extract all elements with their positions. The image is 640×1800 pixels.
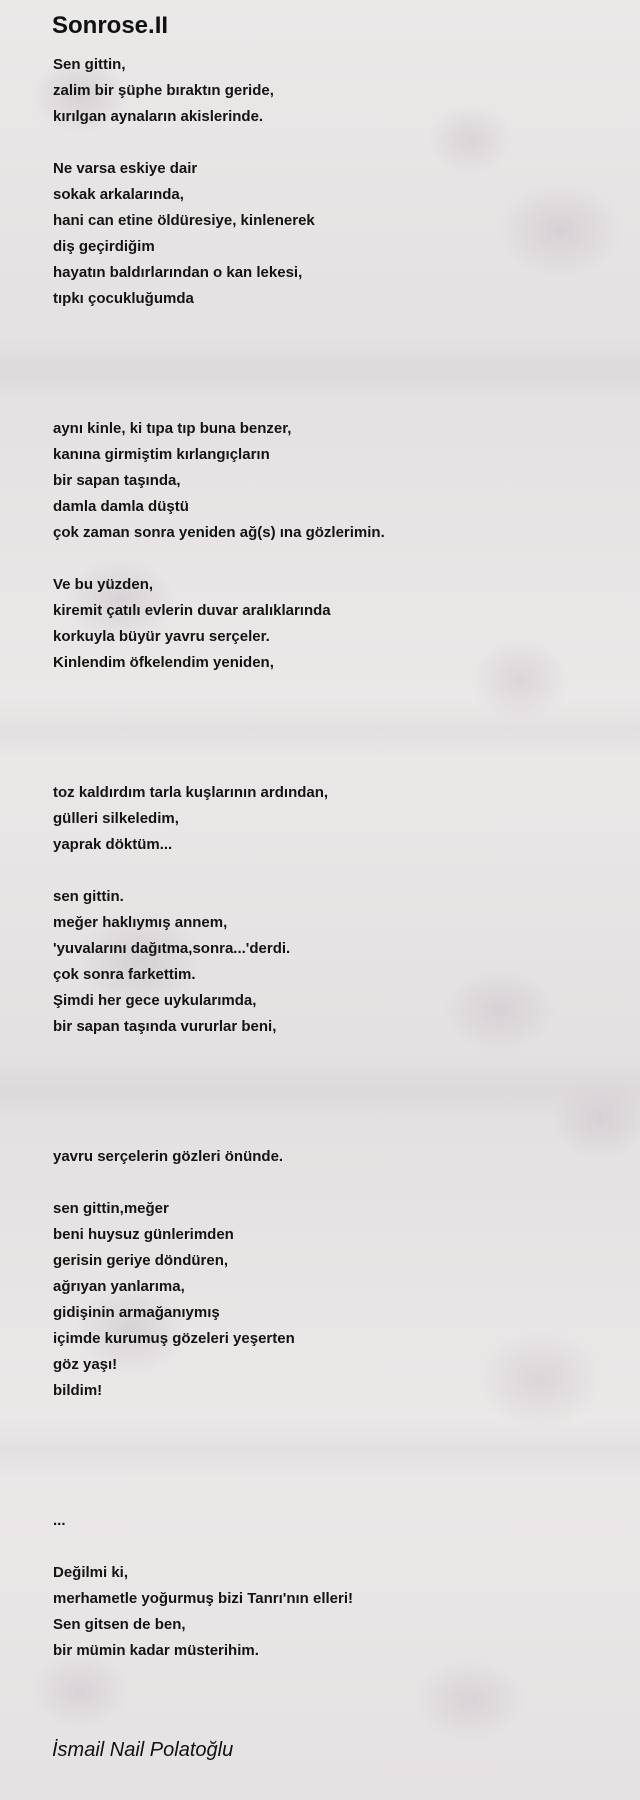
- poem-line: gidişinin armağanıymış: [53, 1304, 220, 1321]
- poem-line: diş geçirdiğim: [53, 238, 155, 255]
- poem-title: Sonrose.II: [52, 12, 169, 39]
- stanza-gap: [53, 1170, 613, 1196]
- poem-line: merhametle yoğurmuş bizi Tanrı'nın elleri!: [53, 1590, 354, 1607]
- stanza-gap: [53, 130, 613, 156]
- poem-line: yaprak döktüm...: [53, 836, 173, 853]
- poem-line: bir sapan taşında,: [53, 472, 181, 489]
- poem-line: çok zaman sonra yeniden ağ(s) ına gözlerimin.: [53, 524, 385, 541]
- poem-line: içimde kurumuş gözeleri yeşerten: [53, 1330, 295, 1347]
- poem-line: Sen gitsen de ben,: [53, 1616, 186, 1633]
- poem-line: Ne varsa eskiye dair: [53, 160, 198, 177]
- stanza-gap: [53, 1118, 613, 1144]
- poem-line: Değilmi ki,: [53, 1564, 129, 1581]
- poem-line: yavru serçelerin gözleri önünde.: [53, 1148, 284, 1165]
- poem-line: 'yuvalarını dağıtma,sonra...'derdi.: [53, 940, 291, 957]
- poem-line: damla damla düştü: [53, 498, 189, 515]
- poem-body: [53, 52, 613, 1664]
- stanza-gap: [53, 390, 613, 416]
- poem-line: Sen gittin,: [53, 56, 126, 73]
- poem-line: sen gittin,meğer: [53, 1200, 169, 1217]
- poem-line: bir mümin kadar müsterihim.: [53, 1642, 259, 1659]
- poem-line: kırılgan aynaların akislerinde.: [53, 108, 264, 125]
- poem-line: ...: [53, 1512, 66, 1529]
- poem-line: beni huysuz günlerimden: [53, 1226, 234, 1243]
- section-gap: [53, 1040, 613, 1118]
- poem-line: Şimdi her gece uykularımda,: [53, 992, 257, 1009]
- poem-line: toz kaldırdım tarla kuşlarının ardından,: [53, 784, 329, 801]
- poem-line: gerisin geriye döndüren,: [53, 1252, 229, 1269]
- poem-line: kanına girmiştim kırlangıçların: [53, 446, 270, 463]
- poem-line: ağrıyan yanlarıma,: [53, 1278, 185, 1295]
- poem-line: göz yaşı!: [53, 1356, 118, 1373]
- poem-line: çok sonra farkettim.: [53, 966, 196, 983]
- poem-line: gülleri silkeledim,: [53, 810, 179, 827]
- poem-line: sokak arkalarında,: [53, 186, 184, 203]
- stanza-gap: [53, 858, 613, 884]
- section-gap: [53, 1404, 613, 1482]
- poem-line: bildim!: [53, 1382, 103, 1399]
- poem-line: Ve bu yüzden,: [53, 576, 154, 593]
- poem-line: aynı kinle, ki tıpa tıp buna benzer,: [53, 420, 292, 437]
- poem-line: tıpkı çocukluğumda: [53, 290, 194, 307]
- stanza-gap: [53, 1482, 613, 1508]
- poem-line: Kinlendim öfkelendim yeniden,: [53, 654, 274, 671]
- section-gap: [53, 312, 613, 390]
- poem-line: hani can etine öldüresiye, kinlenerek: [53, 212, 315, 229]
- poem-line: sen gittin.: [53, 888, 124, 905]
- stanza-gap: [53, 1534, 613, 1560]
- stanza-gap: [53, 546, 613, 572]
- section-gap: [53, 676, 613, 754]
- stanza-gap: [53, 754, 613, 780]
- poem-author: İsmail Nail Polatoğlu: [52, 1739, 234, 1761]
- poem-line: hayatın baldırlarından o kan lekesi,: [53, 264, 303, 281]
- poem-line: korkuyla büyür yavru serçeler.: [53, 628, 270, 645]
- poem-line: zalim bir şüphe bıraktın geride,: [53, 82, 274, 99]
- poem-line: kiremit çatılı evlerin duvar aralıklarında: [53, 602, 331, 619]
- poem-line: bir sapan taşında vururlar beni,: [53, 1018, 277, 1035]
- poem-line: meğer haklıymış annem,: [53, 914, 228, 931]
